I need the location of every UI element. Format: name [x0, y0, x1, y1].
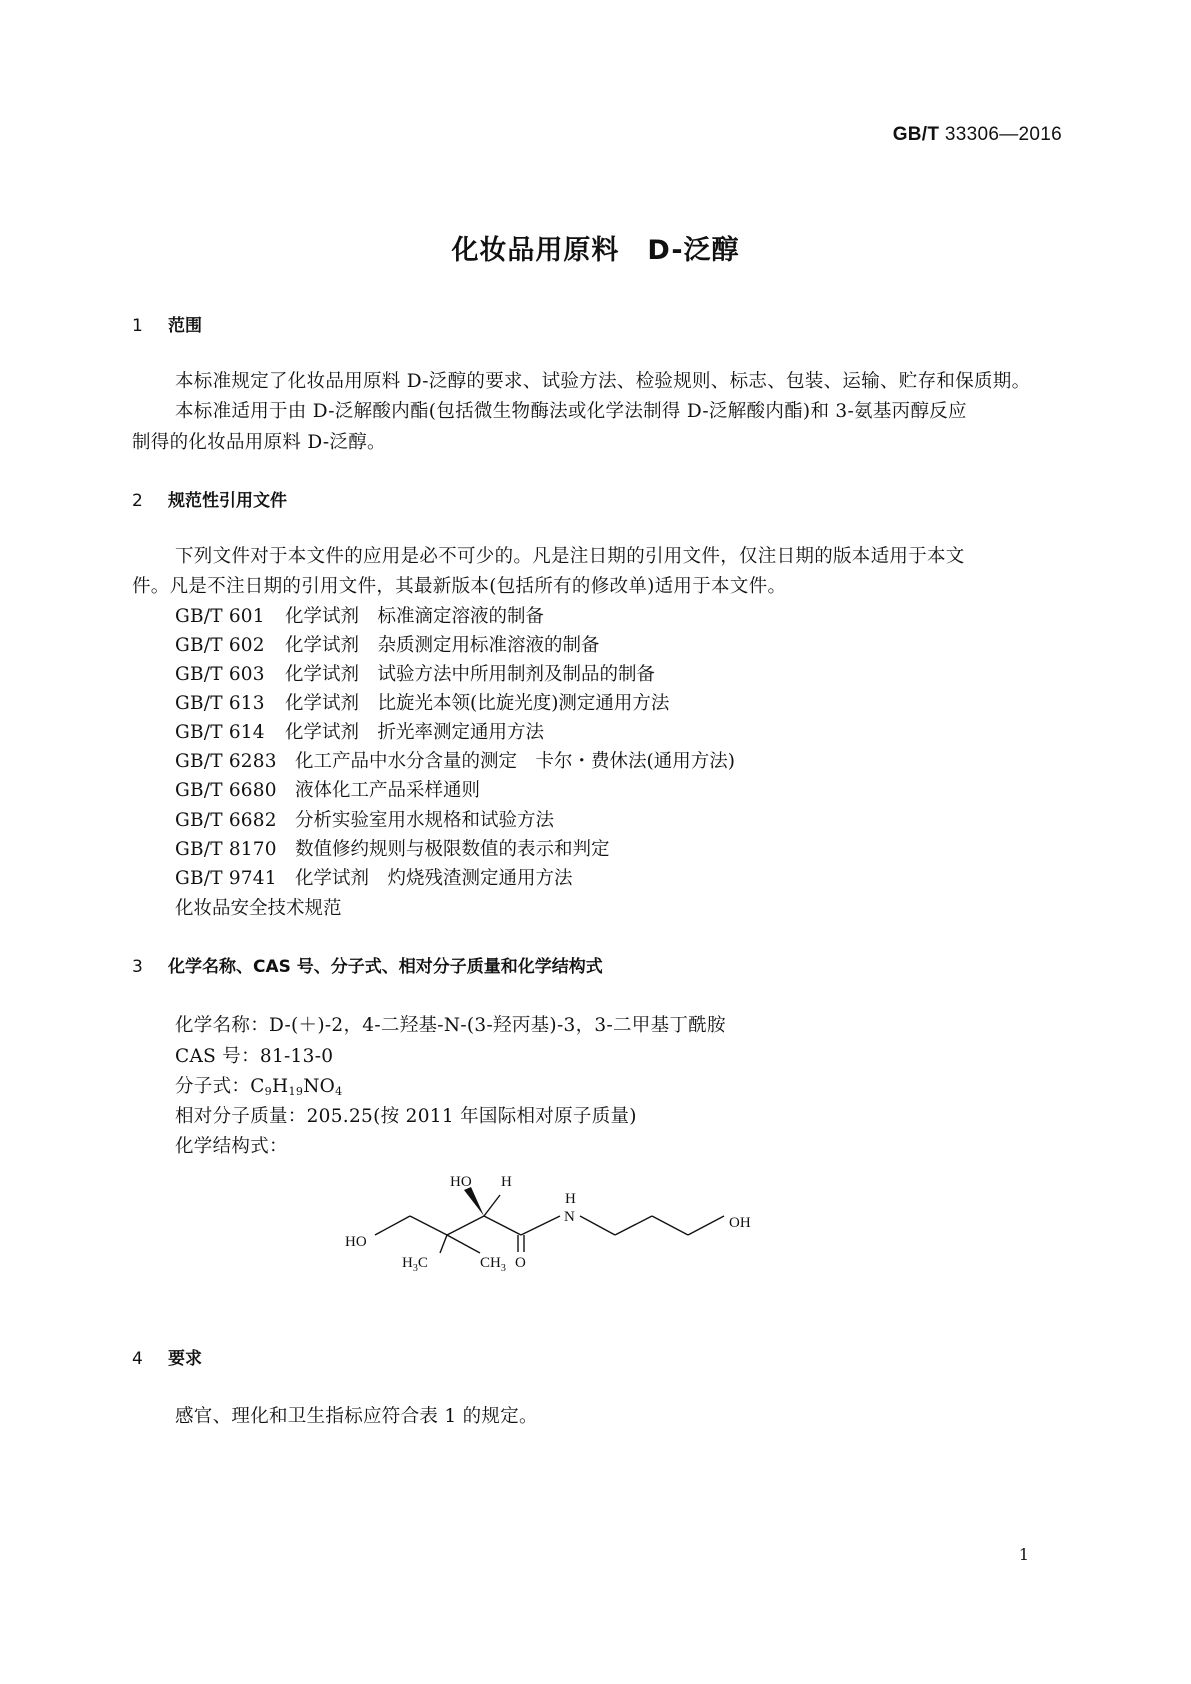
scope-paragraph-1: 本标准规定了化妆品用原料 D-泛醇的要求、试验方法、检验规则、标志、包装、运输、贮存和保质期。 [175, 371, 1031, 392]
reference-code: GB/T 601 [175, 606, 265, 627]
section-title: 要求 [168, 1349, 202, 1369]
reference-code: GB/T 8170 [175, 839, 277, 860]
scope-paragraph-2-line-1: 本标准适用于由 D-泛解酸内酯(包括微生物酶法或化学法制得 D-泛解酸内酯)和 3-氨基丙醇反应 [175, 401, 967, 422]
section-3-heading [132, 952, 603, 977]
requirements-paragraph: 感官、理化和卫生指标应符合表 1 的规定。 [175, 1406, 538, 1427]
reference-code: GB/T 6283 [175, 751, 277, 772]
reference-item [175, 718, 544, 744]
references-intro-line-1: 下列文件对于本文件的应用是必不可少的。凡是注日期的引用文件，仅注日期的版本适用于本文 [175, 546, 965, 567]
molecular-weight: 相对分子质量：205.25(按 2011 年国际相对原子质量) [175, 1106, 637, 1127]
atom-o: O [515, 1255, 526, 1271]
standard-code [893, 124, 1062, 146]
reference-item [175, 776, 480, 802]
reference-title: 化学试剂 灼烧残渣测定通用方法 [295, 868, 573, 889]
reference-code: GB/T 614 [175, 722, 265, 743]
bond [652, 1216, 688, 1235]
bond [484, 1216, 521, 1235]
atom-oh-right: OH [729, 1215, 751, 1231]
bond [484, 1195, 500, 1216]
section-title: 范围 [168, 316, 202, 336]
reference-code: GB/T 9741 [175, 868, 277, 889]
reference-item [175, 631, 600, 657]
formula-h: H [272, 1076, 289, 1097]
formula-c-count: 9 [264, 1084, 273, 1098]
atom-ch3: $CH_3$ [480, 1255, 506, 1274]
reference-item [175, 747, 735, 773]
standard-code-prefix: GB/T [892, 124, 940, 145]
chemical-name: 化学名称：D-(＋)-2，4-二羟基-N-(3-羟丙基)-3，3-二甲基丁酰胺 [175, 1015, 726, 1036]
references-intro-line-2: 件。凡是不注日期的引用文件，其最新版本(包括所有的修改单)适用于本文件。 [132, 576, 787, 597]
reference-code: GB/T 6680 [175, 780, 277, 801]
reference-item [175, 602, 544, 628]
bond [375, 1216, 410, 1235]
reference-title: 化学试剂 杂质测定用标准溶液的制备 [285, 635, 600, 656]
atom-nh-h: H [565, 1191, 576, 1207]
bond [410, 1216, 447, 1235]
atom-h3c: $H_3C$ [402, 1255, 428, 1274]
section-number: 1 [132, 316, 143, 336]
bond [447, 1235, 480, 1253]
standard-code-number: 33306—2016 [944, 124, 1062, 145]
reference-item [175, 835, 610, 861]
formula-o-count: 4 [335, 1084, 343, 1098]
reference-title: 化学试剂 比旋光本领(比旋光度)测定通用方法 [285, 693, 670, 714]
bond [440, 1235, 447, 1253]
document-title: 化妆品用原料 D-泛醇 [451, 235, 740, 266]
section-number: 3 [132, 957, 143, 977]
bond [521, 1216, 560, 1235]
reference-item [175, 689, 669, 715]
atom-ho-top: HO [450, 1174, 472, 1190]
reference-item [175, 864, 573, 890]
wedge-bond [464, 1187, 484, 1216]
atom-h-top: H [501, 1174, 512, 1190]
reference-item [175, 660, 655, 686]
reference-code: GB/T 613 [175, 693, 265, 714]
reference-code: GB/T 603 [175, 664, 265, 685]
reference-item [175, 806, 554, 832]
bond [615, 1216, 652, 1235]
reference-title: 数值修约规则与极限数值的表示和判定 [295, 839, 610, 860]
molecular-formula [175, 1072, 343, 1098]
reference-item-extra: 化妆品安全技术规范 [175, 898, 342, 919]
reference-title: 化工产品中水分含量的测定 卡尔・费休法(通用方法) [295, 751, 735, 772]
reference-title: 分析实验室用水规格和试验方法 [295, 810, 555, 831]
structure-bonds [375, 1195, 724, 1253]
structure-label: 化学结构式： [175, 1136, 288, 1157]
atom-ho-left: HO [345, 1234, 367, 1250]
scope-paragraph-2-line-2: 制得的化妆品用原料 D-泛醇。 [132, 432, 386, 453]
cas-number: CAS 号：81-13-0 [175, 1046, 334, 1067]
page-number: 1 [1018, 1545, 1029, 1564]
reference-title: 液体化工产品采样通则 [295, 780, 481, 801]
bond [447, 1216, 484, 1235]
reference-code: GB/T 6682 [175, 810, 277, 831]
formula-h-count: 19 [288, 1084, 304, 1098]
section-2-heading [132, 486, 287, 511]
reference-title: 化学试剂 试验方法中所用制剂及制品的制备 [285, 664, 656, 685]
reference-title: 化学试剂 标准滴定溶液的制备 [285, 606, 545, 627]
bond [688, 1216, 724, 1235]
chemical-structure-diagram [340, 1160, 780, 1290]
section-4-heading [132, 1344, 202, 1369]
formula-no: NO [303, 1076, 336, 1097]
section-number: 4 [132, 1349, 143, 1369]
section-1-heading [132, 311, 202, 336]
reference-title: 化学试剂 折光率测定通用方法 [285, 722, 545, 743]
section-title: 规范性引用文件 [168, 491, 287, 511]
formula-c: C [250, 1076, 265, 1097]
section-title: 化学名称、CAS 号、分子式、相对分子质量和化学结构式 [168, 957, 603, 977]
bond [580, 1216, 615, 1235]
formula-label: 分子式： [175, 1076, 251, 1097]
atom-n: N [564, 1209, 575, 1225]
section-number: 2 [132, 491, 143, 511]
reference-code: GB/T 602 [175, 635, 265, 656]
